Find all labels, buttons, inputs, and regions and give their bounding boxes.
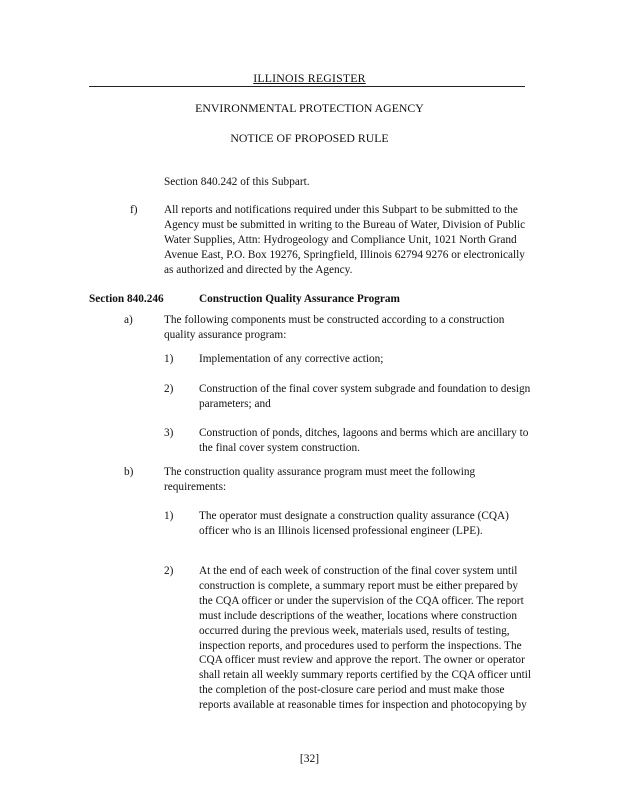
- item-b1-marker: 1): [164, 510, 174, 522]
- section-reference: Section 840.242 of this Subpart.: [164, 176, 310, 188]
- page-number: [32]: [299, 753, 320, 765]
- register-title: ILLINOIS REGISTER: [253, 71, 366, 85]
- agency-title: ENVIRONMENTAL PROTECTION AGENCY: [195, 101, 424, 115]
- item-b-marker: b): [124, 466, 134, 478]
- section-heading-number: Section 840.246: [89, 293, 164, 305]
- header-rule: [89, 86, 525, 87]
- notice-title: NOTICE OF PROPOSED RULE: [230, 131, 389, 145]
- item-a1-marker: 1): [164, 353, 174, 365]
- item-f-text: All reports and notifications required under this Subpart to be submitted to the Agency must be submitted in writing to the Bureau of Water, Division of Public Water Supplies, Attn: Hydrogeology and Compliance Unit, 1021 North Grand Avenue East, P.O. Box 19276, Springfield, Illinois 62794 9276 or electronically as authorized and directed by the Agency.: [164, 204, 526, 276]
- item-a2-text: Construction of the final cover system subgrade and foundation to design parameters; and: [199, 383, 531, 410]
- item-b-text: The construction quality assurance program must meet the following requirements:: [164, 466, 476, 493]
- item-b2-text: At the end of each week of construction of the final cover system until construction is complete, a summary report must be either prepared by the CQA officer or under the supervision of the CQA officer. The report must include descriptions of the weather, locations where construction occurred during the previous week, materials used, results of testing, inspection reports, and procedures used to perform the inspections. The CQA officer must review and approve the report. The owner or operator shall retain all weekly summary reports certified by the CQA officer until the completion of the post-closure care period and must make those reports available at reasonable times for inspection and photocopying by: [199, 565, 532, 712]
- section-heading-title: Construction Quality Assurance Program: [199, 293, 400, 305]
- item-b2-marker: 2): [164, 565, 174, 577]
- item-a3-marker: 3): [164, 427, 174, 439]
- item-a1-text: Implementation of any corrective action;: [199, 353, 384, 365]
- item-a2-marker: 2): [164, 383, 174, 395]
- item-a3-text: Construction of ponds, ditches, lagoons and berms which are ancillary to the final cover system construction.: [199, 427, 529, 454]
- item-b1-text: The operator must designate a construction quality assurance (CQA) officer who is an Illinois licensed professional engineer (LPE).: [199, 510, 509, 537]
- item-a-marker: a): [124, 314, 133, 326]
- item-f-marker: f): [130, 204, 138, 216]
- item-a-text: The following components must be constructed according to a construction quality assurance program:: [164, 314, 505, 341]
